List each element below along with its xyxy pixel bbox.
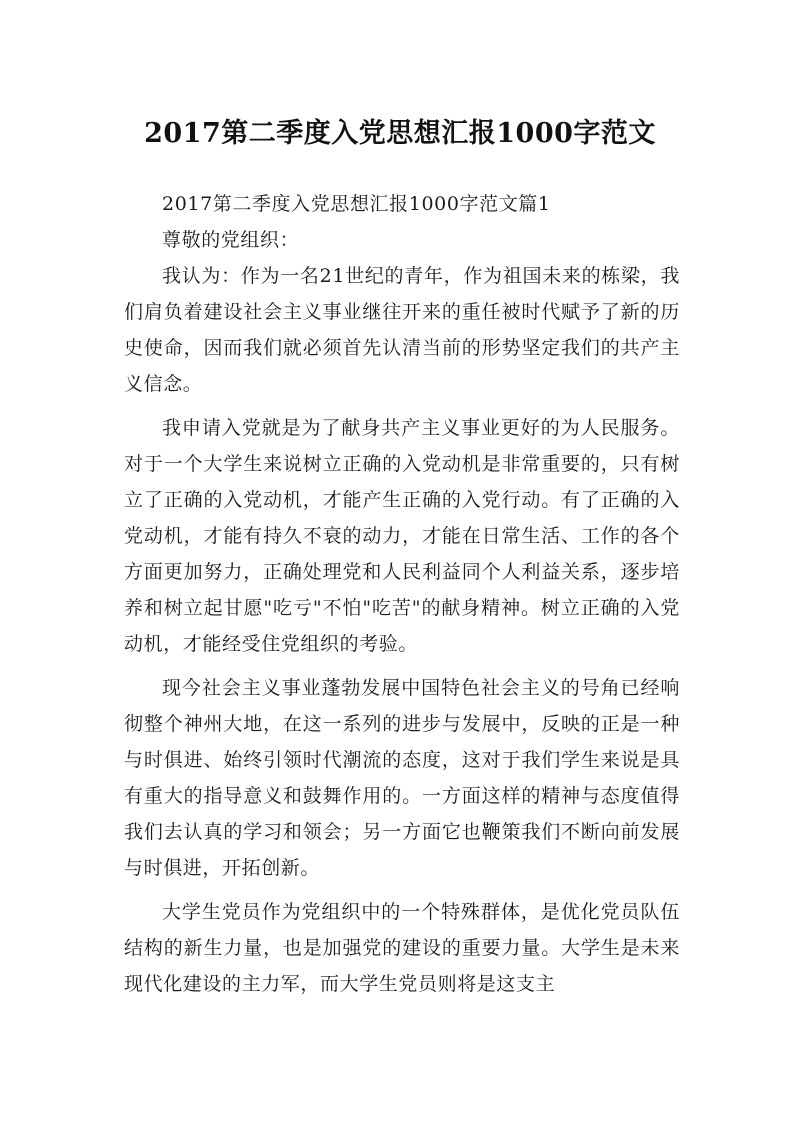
document-body [124, 186, 680, 1010]
paragraph-4: 大学生党员作为党组织中的一个特殊群体，是优化党员队伍结构的新生力量，也是加强党的建设的重要力量。大学生是未来现代化建设的主力军，而大学生党员则将是这支主 [124, 901, 680, 995]
paragraph-3: 现今社会主义事业蓬勃发展中国特色社会主义的号角已经响彻整个神州大地，在这一系列的进步与发展中，反映的正是一种与时俱进、始终引领时代潮流的态度，这对于我们学生来说是具有重大的指导意义和鼓舞作用的。一方面这样的精神与态度值得我们去认真的学习和领会；另一方面它也鞭策我们不断向前发展与时俱进，开拓创新。 [124, 677, 680, 879]
document-title: 2017第二季度入党思想汇报1000字范文 [144, 118, 656, 150]
paragraph-1: 我认为：作为一名21世纪的青年，作为祖国未来的栋梁，我们肩负着建设社会主义事业继往开来的重任被时代赋予了新的历史使命，因而我们就必须首先认清当前的形势坚定我们的共产主义信念。 [124, 265, 680, 395]
document-subtitle: 2017第二季度入党思想汇报1000字范文篇1 [162, 193, 551, 215]
salutation: 尊敬的党组织： [162, 229, 300, 251]
paragraph-2: 我申请入党就是为了献身共产主义事业更好的为人民服务。对于一个大学生来说树立正确的入党动机是非常重要的，只有树立了正确的入党动机，才能产生正确的入党行动。有了正确的入党动机，才能有持久不衰的动力，才能在日常生活、工作的各个方面更加努力，正确处理党和人民利益同个人利益关系，逐步培养和树立起甘愿"吃亏"不怕"吃苦"的献身精神。树立正确的入党动机，才能经受住党组织的考验。 [124, 417, 680, 655]
